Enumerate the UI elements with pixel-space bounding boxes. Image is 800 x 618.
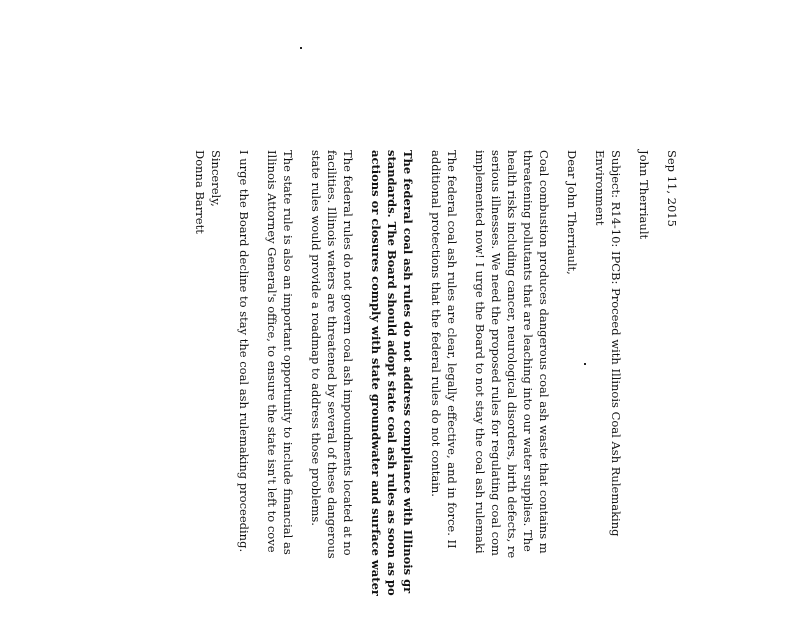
paragraph-line: Illinois Attorney General's office, to ensure the state isn't left to cove xyxy=(265,150,279,553)
paragraph-line: facilities. Illinois waters are threatened by several of these dangerous xyxy=(325,150,339,559)
letter-subject-line: Subject: R14-10: IPCB: Proceed with Illinois Coal Ash Rulemaking xyxy=(609,150,623,537)
paragraph-line: health risks including cancer, neurological disorders, birth defects, re xyxy=(505,150,519,559)
letter-signoff: Sincerely, xyxy=(209,150,223,207)
paragraph-line: implemented now! I urge the Board to not stay the coal ash rulemaki xyxy=(473,150,487,554)
letter-salutation: Dear John Therriault, xyxy=(565,150,579,275)
paragraph-line: serious illnesses. We need the proposed rules for regulating coal com xyxy=(489,150,503,556)
paragraph-line: additional protections that the federal rules do not contain. xyxy=(429,150,443,497)
letter-subject-line: Environment xyxy=(593,150,607,226)
scan-speck xyxy=(300,47,302,49)
paragraph-2 xyxy=(428,150,460,618)
paragraph-1 xyxy=(472,150,552,618)
letter-date: Sep 11, 2015 xyxy=(665,150,679,227)
paragraph-3 xyxy=(368,150,416,618)
paragraph-4 xyxy=(308,150,356,618)
paragraph-5 xyxy=(264,150,296,618)
paragraph-line: The federal coal ash rules are clear, legally effective, and in force. II xyxy=(445,150,459,549)
closing-request: I urge the Board decline to stay the coal ash rulemaking proceeding. xyxy=(237,150,251,553)
letter-recipient: John Therriault xyxy=(637,150,651,240)
paragraph-line: The state rule is also an important opportunity to include financial as xyxy=(281,150,295,555)
paragraph-line: The federal coal ash rules do not address compliance with Illinois gr xyxy=(401,150,415,594)
rotated-letter xyxy=(192,150,680,618)
letter-signature: Donna Barrett xyxy=(193,150,207,234)
paragraph-line: The federal rules do not govern coal ash impoundments located at no xyxy=(341,150,355,556)
paragraph-line: standards. The Board should adopt state coal ash rules as soon as po xyxy=(385,150,399,596)
paragraph-line: threatening pollutants that are leaching into our water supplies. The xyxy=(521,150,535,552)
paragraph-line: Coal combustion produces dangerous coal ash waste that contains m xyxy=(537,150,551,554)
paragraph-line: state rules would provide a roadmap to address those problems. xyxy=(309,150,323,526)
paragraph-line: actions or closures comply with state groundwater and surface water xyxy=(369,150,383,596)
